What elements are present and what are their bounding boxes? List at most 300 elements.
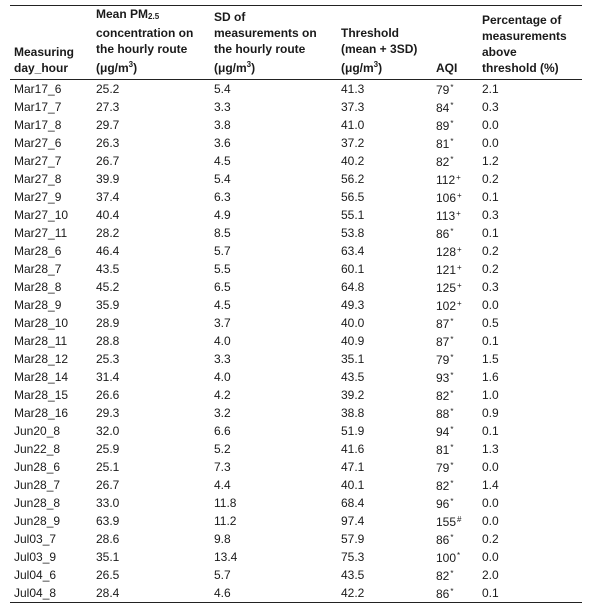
cell-mean-pm-value: 26.7 [96, 153, 120, 168]
cell-day-hour [10, 116, 92, 134]
cell-mean-pm-value: 28.8 [96, 333, 120, 348]
cell-mean-pm [92, 458, 210, 476]
cell-sd-value: 5.4 [214, 171, 231, 186]
cell-aqi [432, 260, 478, 278]
cell-mean-pm [92, 476, 210, 494]
cell-mean-pm [92, 512, 210, 530]
cell-sd-value: 4.9 [214, 207, 231, 222]
cell-threshold-value: 40.9 [341, 333, 365, 348]
cell-day-hour-value: Mar28_6 [14, 243, 62, 258]
cell-day-hour [10, 188, 92, 206]
aqi-category-mark: * [450, 533, 454, 542]
header-sd-unit-close: ) [251, 61, 256, 75]
cell-aqi [432, 206, 478, 224]
cell-day-hour-value: Mar28_10 [14, 315, 69, 330]
cell-threshold [337, 386, 432, 404]
cell-threshold [337, 170, 432, 188]
cell-percentage-value: 0.3 [482, 99, 499, 114]
cell-percentage-value: 2.0 [482, 567, 499, 582]
header-threshold [337, 6, 432, 80]
cell-sd [210, 422, 337, 440]
cell-sd-value: 6.5 [214, 279, 231, 294]
cell-percentage [478, 332, 582, 350]
cell-threshold-value: 42.2 [341, 585, 365, 600]
cell-percentage [478, 152, 582, 170]
aqi-category-mark: * [450, 155, 454, 164]
cell-percentage [478, 386, 582, 404]
header-mean-pm-unit-sup: 3 [128, 60, 134, 69]
cell-sd [210, 152, 337, 170]
cell-sd [210, 512, 337, 530]
cell-day-hour [10, 296, 92, 314]
cell-sd-value: 5.2 [214, 441, 231, 456]
cell-mean-pm [92, 80, 210, 99]
cell-sd-value: 11.8 [214, 495, 237, 510]
cell-sd [210, 458, 337, 476]
cell-mean-pm-value: 40.4 [96, 207, 120, 222]
cell-percentage [478, 368, 582, 386]
cell-threshold-value: 60.1 [341, 261, 365, 276]
table-row [10, 458, 582, 476]
aqi-category-mark: + [456, 209, 461, 218]
cell-mean-pm-value: 46.4 [96, 243, 120, 258]
cell-threshold [337, 188, 432, 206]
cell-sd-value: 5.5 [214, 261, 231, 276]
header-mean-pm-line1: Mean PM [96, 7, 149, 21]
cell-sd [210, 134, 337, 152]
cell-threshold-value: 55.1 [341, 207, 365, 222]
pm25-measurements-table [10, 5, 582, 603]
aqi-category-mark: * [450, 83, 454, 92]
header-row [10, 6, 582, 80]
cell-day-hour-value: Mar17_6 [14, 81, 62, 96]
cell-day-hour-value: Mar28_15 [14, 387, 69, 402]
table-row [10, 368, 582, 386]
cell-aqi-value: 102 [436, 299, 457, 313]
table-row [10, 80, 582, 99]
cell-day-hour-value: Jun28_9 [14, 513, 61, 528]
cell-threshold-value: 40.0 [341, 315, 365, 330]
cell-threshold-value: 38.8 [341, 405, 365, 420]
aqi-category-mark: * [450, 389, 454, 398]
cell-percentage-value: 0.0 [482, 513, 499, 528]
aqi-category-mark: * [450, 137, 454, 146]
cell-percentage-value: 0.3 [482, 207, 499, 222]
cell-mean-pm [92, 98, 210, 116]
aqi-category-mark: + [457, 299, 462, 308]
table-row [10, 350, 582, 368]
cell-sd-value: 3.7 [214, 315, 231, 330]
cell-day-hour-value: Mar28_14 [14, 369, 69, 384]
cell-sd [210, 116, 337, 134]
cell-percentage-value: 0.1 [482, 189, 499, 204]
cell-threshold-value: 51.9 [341, 423, 365, 438]
cell-day-hour [10, 476, 92, 494]
cell-mean-pm-value: 28.6 [96, 531, 120, 546]
cell-sd-value: 3.3 [214, 99, 231, 114]
cell-threshold [337, 566, 432, 584]
cell-day-hour [10, 242, 92, 260]
table-row [10, 332, 582, 350]
cell-day-hour [10, 332, 92, 350]
cell-sd-value: 4.6 [214, 585, 231, 600]
cell-percentage-value: 0.1 [482, 333, 499, 348]
cell-percentage-value: 1.3 [482, 441, 499, 456]
cell-percentage [478, 170, 582, 188]
cell-aqi [432, 368, 478, 386]
cell-aqi-value: 100 [436, 551, 457, 565]
cell-mean-pm [92, 116, 210, 134]
table-row [10, 296, 582, 314]
cell-aqi [432, 530, 478, 548]
cell-day-hour [10, 278, 92, 296]
cell-day-hour-value: Jun22_8 [14, 441, 61, 456]
cell-percentage [478, 566, 582, 584]
aqi-category-mark: * [450, 119, 454, 128]
table-row [10, 422, 582, 440]
header-pct-line2: measurements [482, 29, 567, 43]
cell-day-hour [10, 386, 92, 404]
cell-percentage [478, 404, 582, 422]
cell-sd-value: 4.4 [214, 477, 231, 492]
cell-threshold [337, 260, 432, 278]
cell-aqi [432, 440, 478, 458]
table-row [10, 170, 582, 188]
cell-percentage [478, 116, 582, 134]
cell-day-hour [10, 494, 92, 512]
cell-sd [210, 566, 337, 584]
cell-sd-value: 4.0 [214, 333, 231, 348]
cell-day-hour [10, 422, 92, 440]
cell-day-hour-value: Jun28_6 [14, 459, 61, 474]
cell-mean-pm-value: 28.4 [96, 585, 120, 600]
cell-mean-pm [92, 386, 210, 404]
cell-day-hour-value: Mar28_11 [14, 333, 68, 348]
cell-sd [210, 368, 337, 386]
cell-percentage-value: 0.3 [482, 279, 499, 294]
cell-mean-pm [92, 350, 210, 368]
cell-aqi [432, 80, 478, 99]
cell-threshold-value: 41.0 [341, 117, 365, 132]
cell-threshold [337, 350, 432, 368]
cell-threshold-value: 56.2 [341, 171, 365, 186]
cell-threshold [337, 332, 432, 350]
cell-threshold [337, 476, 432, 494]
cell-sd [210, 170, 337, 188]
cell-aqi [432, 458, 478, 476]
aqi-category-mark: * [450, 569, 454, 578]
cell-percentage-value: 0.2 [482, 531, 499, 546]
cell-percentage [478, 80, 582, 99]
header-sd [210, 6, 337, 80]
cell-threshold-value: 41.3 [341, 81, 365, 96]
cell-percentage [478, 224, 582, 242]
cell-day-hour [10, 548, 92, 566]
cell-day-hour-value: Mar28_16 [14, 405, 69, 420]
cell-sd [210, 530, 337, 548]
table-row [10, 386, 582, 404]
aqi-category-mark: + [457, 245, 462, 254]
table-row [10, 206, 582, 224]
cell-percentage-value: 0.2 [482, 261, 499, 276]
header-day-hour [10, 6, 92, 80]
cell-threshold [337, 98, 432, 116]
cell-mean-pm-value: 26.5 [96, 567, 120, 582]
header-threshold-unit: (μg/m [341, 61, 374, 75]
cell-percentage-value: 1.4 [482, 477, 499, 492]
cell-day-hour [10, 260, 92, 278]
cell-aqi [432, 566, 478, 584]
cell-percentage [478, 548, 582, 566]
cell-percentage-value: 1.2 [482, 153, 499, 168]
cell-day-hour [10, 98, 92, 116]
cell-aqi [432, 296, 478, 314]
cell-threshold [337, 314, 432, 332]
cell-sd [210, 476, 337, 494]
header-sd-line3: the hourly route [214, 42, 306, 56]
cell-day-hour [10, 314, 92, 332]
cell-mean-pm [92, 152, 210, 170]
header-sd-unit-sup: 3 [246, 60, 252, 69]
cell-aqi-value: 79 [436, 461, 450, 475]
cell-threshold-value: 97.4 [341, 513, 365, 528]
aqi-category-mark: * [450, 587, 454, 596]
cell-aqi-value: 82 [436, 479, 450, 493]
cell-mean-pm-value: 26.3 [96, 135, 120, 150]
cell-percentage-value: 2.1 [482, 81, 499, 96]
aqi-category-mark: + [457, 191, 462, 200]
cell-aqi [432, 584, 478, 603]
cell-mean-pm-value: 35.9 [96, 297, 120, 312]
cell-day-hour-value: Mar27_7 [14, 153, 62, 168]
header-day-hour-line1: Measuring [14, 45, 75, 59]
header-mean-pm-unit: (μg/m [96, 61, 129, 75]
aqi-category-mark: * [450, 353, 454, 362]
cell-sd [210, 188, 337, 206]
cell-sd [210, 278, 337, 296]
cell-sd [210, 314, 337, 332]
cell-threshold-value: 68.4 [341, 495, 365, 510]
cell-percentage [478, 134, 582, 152]
cell-percentage-value: 0.0 [482, 135, 499, 150]
cell-sd [210, 224, 337, 242]
cell-percentage [478, 350, 582, 368]
table-row [10, 476, 582, 494]
cell-threshold [337, 530, 432, 548]
data-table-container [10, 5, 582, 603]
cell-day-hour-value: Mar28_7 [14, 261, 62, 276]
cell-mean-pm-value: 28.9 [96, 315, 120, 330]
cell-threshold-value: 35.1 [341, 351, 365, 366]
cell-threshold-value: 75.3 [341, 549, 365, 564]
cell-threshold-value: 57.9 [341, 531, 365, 546]
cell-threshold-value: 64.8 [341, 279, 365, 294]
cell-mean-pm-value: 26.7 [96, 477, 120, 492]
cell-day-hour [10, 566, 92, 584]
cell-aqi-value: 121 [436, 263, 457, 277]
cell-threshold [337, 152, 432, 170]
cell-day-hour [10, 350, 92, 368]
cell-percentage-value: 0.0 [482, 117, 499, 132]
table-row [10, 98, 582, 116]
cell-percentage [478, 296, 582, 314]
aqi-category-mark: * [450, 461, 454, 470]
cell-threshold [337, 584, 432, 603]
cell-aqi [432, 242, 478, 260]
cell-mean-pm-value: 43.5 [96, 261, 120, 276]
cell-day-hour-value: Mar27_8 [14, 171, 62, 186]
cell-day-hour [10, 80, 92, 99]
aqi-category-mark: + [457, 281, 462, 290]
cell-aqi-value: 112 [436, 173, 456, 187]
cell-aqi-value: 86 [436, 533, 450, 547]
cell-mean-pm [92, 494, 210, 512]
cell-mean-pm [92, 206, 210, 224]
cell-threshold [337, 80, 432, 99]
cell-mean-pm-value: 31.4 [96, 369, 120, 384]
header-threshold-unit-sup: 3 [373, 60, 379, 69]
cell-day-hour-value: Mar27_10 [14, 207, 69, 222]
cell-percentage [478, 260, 582, 278]
cell-mean-pm [92, 314, 210, 332]
cell-sd-value: 5.7 [214, 567, 231, 582]
cell-mean-pm-value: 25.2 [96, 81, 120, 96]
header-threshold-line1: Threshold [341, 26, 400, 40]
cell-mean-pm-value: 25.1 [96, 459, 120, 474]
table-row [10, 116, 582, 134]
cell-mean-pm [92, 548, 210, 566]
cell-day-hour-value: Mar28_12 [14, 351, 69, 366]
cell-day-hour [10, 512, 92, 530]
cell-sd-value: 13.4 [214, 549, 238, 564]
cell-aqi-value: 86 [436, 587, 450, 601]
header-mean-pm-subscript: 2.5 [148, 12, 160, 21]
cell-aqi-value: 81 [436, 443, 450, 457]
cell-mean-pm [92, 134, 210, 152]
cell-threshold [337, 296, 432, 314]
cell-sd-value: 6.3 [214, 189, 231, 204]
cell-aqi-value: 96 [436, 497, 450, 511]
cell-mean-pm [92, 584, 210, 603]
cell-sd [210, 350, 337, 368]
cell-percentage-value: 0.1 [482, 225, 499, 240]
cell-aqi-value: 94 [436, 425, 450, 439]
table-row [10, 548, 582, 566]
cell-day-hour-value: Jul04_8 [14, 585, 57, 600]
cell-aqi-value: 81 [436, 137, 450, 151]
cell-sd-value: 4.0 [214, 369, 231, 384]
cell-aqi-value: 155 [436, 515, 457, 529]
cell-aqi [432, 134, 478, 152]
cell-percentage [478, 512, 582, 530]
cell-mean-pm [92, 332, 210, 350]
cell-sd-value: 4.2 [214, 387, 231, 402]
cell-aqi [432, 170, 478, 188]
cell-percentage-value: 0.2 [482, 171, 499, 186]
table-row [10, 188, 582, 206]
cell-threshold-value: 39.2 [341, 387, 365, 402]
cell-sd [210, 548, 337, 566]
aqi-category-mark: * [450, 335, 454, 344]
cell-mean-pm-value: 63.9 [96, 513, 120, 528]
cell-threshold-value: 53.8 [341, 225, 365, 240]
cell-threshold [337, 224, 432, 242]
cell-mean-pm-value: 39.9 [96, 171, 120, 186]
cell-day-hour-value: Mar28_8 [14, 279, 62, 294]
table-row [10, 152, 582, 170]
cell-aqi [432, 512, 478, 530]
cell-sd [210, 440, 337, 458]
header-mean-pm-line2: concentration on [96, 26, 194, 40]
cell-day-hour [10, 440, 92, 458]
cell-percentage [478, 314, 582, 332]
cell-mean-pm [92, 422, 210, 440]
table-row [10, 278, 582, 296]
header-sd-unit: (μg/m [214, 61, 247, 75]
cell-aqi-value: 87 [436, 335, 450, 349]
cell-sd [210, 296, 337, 314]
cell-percentage-value: 0.9 [482, 405, 499, 420]
cell-day-hour [10, 368, 92, 386]
cell-percentage [478, 242, 582, 260]
cell-threshold-value: 37.2 [341, 135, 365, 150]
cell-day-hour [10, 404, 92, 422]
cell-percentage [478, 494, 582, 512]
header-pct-line3: above [482, 45, 517, 59]
header-pct-line4: threshold (%) [482, 61, 559, 75]
cell-sd [210, 494, 337, 512]
cell-sd-value: 8.5 [214, 225, 231, 240]
cell-mean-pm-value: 28.2 [96, 225, 120, 240]
aqi-category-mark: + [456, 173, 461, 182]
cell-sd-value: 6.6 [214, 423, 231, 438]
cell-threshold [337, 242, 432, 260]
cell-percentage [478, 440, 582, 458]
cell-mean-pm-value: 29.7 [96, 117, 120, 132]
cell-percentage-value: 0.0 [482, 549, 499, 564]
cell-threshold-value: 43.5 [341, 567, 365, 582]
cell-aqi [432, 116, 478, 134]
cell-percentage-value: 1.0 [482, 387, 499, 402]
cell-threshold [337, 278, 432, 296]
cell-mean-pm [92, 170, 210, 188]
cell-percentage-value: 0.0 [482, 459, 499, 474]
cell-percentage [478, 476, 582, 494]
table-row [10, 224, 582, 242]
cell-aqi-value: 93 [436, 371, 450, 385]
cell-sd-value: 11.2 [214, 513, 237, 528]
cell-threshold-value: 40.1 [341, 477, 365, 492]
cell-percentage [478, 422, 582, 440]
cell-aqi-value: 86 [436, 227, 450, 241]
cell-aqi-value: 106 [436, 191, 457, 205]
cell-day-hour-value: Jul03_9 [14, 549, 57, 564]
cell-day-hour-value: Mar28_9 [14, 297, 62, 312]
table-row [10, 260, 582, 278]
cell-sd-value: 5.4 [214, 81, 231, 96]
table-body [10, 80, 582, 603]
cell-sd [210, 242, 337, 260]
cell-mean-pm-value: 45.2 [96, 279, 120, 294]
cell-sd-value: 4.5 [214, 153, 231, 168]
cell-mean-pm-value: 33.0 [96, 495, 120, 510]
cell-threshold-value: 43.5 [341, 369, 365, 384]
table-header [10, 6, 582, 80]
cell-percentage-value: 0.1 [482, 585, 499, 600]
cell-sd-value: 5.7 [214, 243, 231, 258]
aqi-category-mark: * [450, 227, 454, 236]
header-aqi-label: AQI [436, 61, 458, 75]
